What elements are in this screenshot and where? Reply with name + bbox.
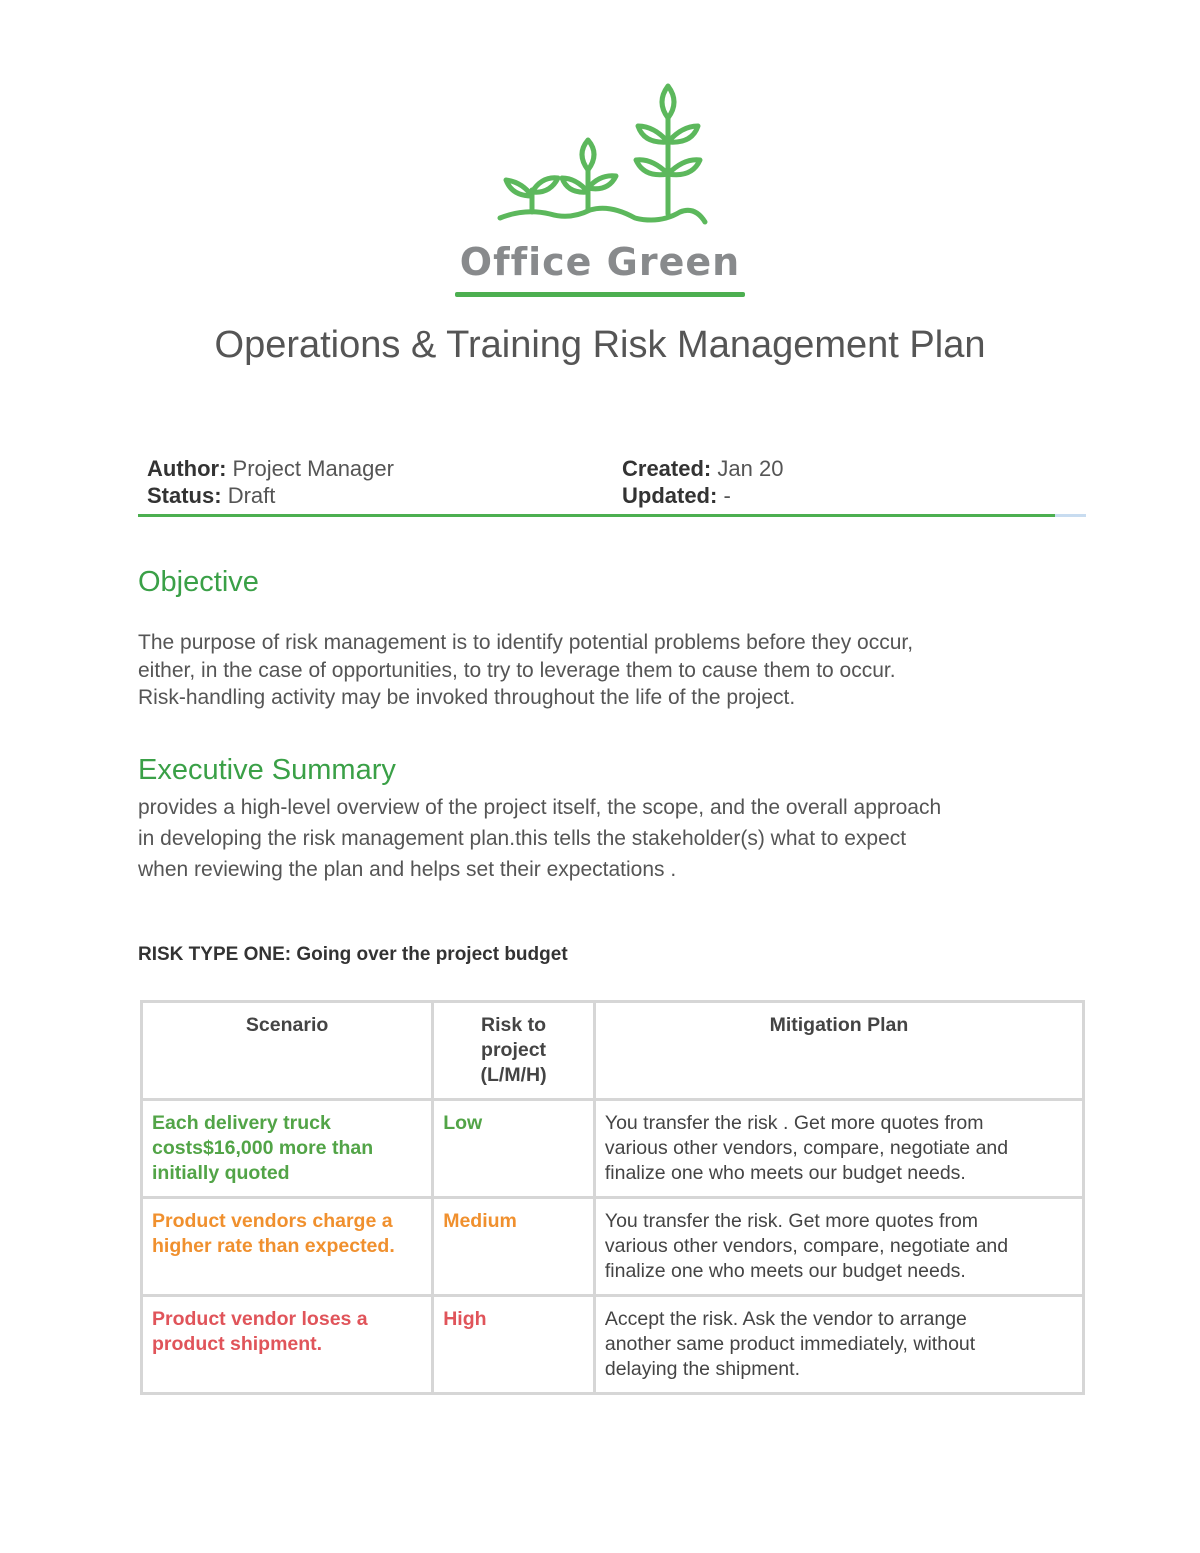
table-row bbox=[142, 1198, 1084, 1296]
objective-text bbox=[138, 629, 1078, 712]
updated-label: Updated: bbox=[622, 483, 718, 508]
table-row bbox=[142, 1100, 1084, 1198]
author-line bbox=[147, 455, 394, 482]
mitigation-cell: Accept the risk. Ask the vendor to arrange another same product immediately, without delaying the shipment. bbox=[594, 1296, 1083, 1394]
objective-line: either, in the case of opportunities, to try to leverage them to cause them to occur. bbox=[138, 658, 896, 682]
risk-level-cell: Low bbox=[433, 1100, 595, 1198]
brand-logo bbox=[450, 80, 750, 305]
brand-underline bbox=[455, 292, 745, 297]
table-row bbox=[142, 1296, 1084, 1394]
author-label: Author: bbox=[147, 456, 227, 481]
meta-divider-tail bbox=[1055, 514, 1086, 517]
summary-line: in developing the risk management plan.this tells the stakeholder(s) what to expect bbox=[138, 827, 907, 850]
risk-type-title: Going over the project budget bbox=[296, 944, 568, 965]
executive-summary-heading: Executive Summary bbox=[138, 754, 396, 786]
mitigation-cell: You transfer the risk. Get more quotes from various other vendors, compare, negotiate and finalize one who meets our budget needs. bbox=[594, 1198, 1083, 1296]
created-value: Jan 20 bbox=[717, 456, 784, 481]
status-line: Status: Draft bbox=[147, 483, 276, 508]
status-value: Draft bbox=[227, 483, 276, 508]
status-label: Status bbox=[147, 483, 215, 508]
brand-name: Office Green bbox=[459, 240, 741, 284]
mitigation-cell: You transfer the risk . Get more quotes from various other vendors, compare, negotiate and finalize one who meets our budget needs. bbox=[594, 1100, 1083, 1198]
risk-level-cell: Medium bbox=[433, 1198, 595, 1296]
summary-line: provides a high-level overview of the project itself, the scope, and the overall approach bbox=[138, 796, 942, 819]
scenario-cell: Product vendors charge a higher rate than expected. bbox=[142, 1198, 433, 1296]
risk-type-label: RISK TYPE ONE: bbox=[138, 944, 292, 965]
objective-line: The purpose of risk management is to identify potential problems before they occur, bbox=[138, 631, 914, 654]
meta-divider bbox=[138, 514, 1055, 517]
header-risk: Risk to project (L/M/H) bbox=[433, 1002, 595, 1100]
risk-type-heading bbox=[138, 944, 568, 966]
summary-line: when reviewing the plan and helps set their expectations . bbox=[138, 858, 677, 881]
risk-level-cell: High bbox=[433, 1296, 595, 1394]
scenario-cell: Each delivery truck costs$16,000 more than initially quoted bbox=[142, 1100, 433, 1198]
scenario-cell: Product vendor loses a product shipment. bbox=[142, 1296, 433, 1394]
created-label: Created: bbox=[622, 456, 712, 481]
seedlings-icon bbox=[450, 80, 750, 230]
risk-table bbox=[140, 1000, 1085, 1395]
created-line bbox=[622, 455, 783, 482]
updated-value: - bbox=[723, 483, 731, 508]
meta-right bbox=[622, 455, 783, 509]
table-header-row bbox=[142, 1002, 1084, 1100]
meta-left bbox=[147, 455, 394, 509]
header-mitigation: Mitigation Plan bbox=[594, 1002, 1083, 1100]
author-value: Project Manager bbox=[232, 456, 394, 481]
executive-summary-text bbox=[138, 792, 1078, 885]
objective-heading: Objective bbox=[138, 566, 259, 598]
header-scenario: Scenario bbox=[142, 1002, 433, 1100]
updated-line bbox=[622, 482, 783, 509]
page-title: Operations & Training Risk Management Plan bbox=[214, 324, 986, 366]
objective-line: Risk-handling activity may be invoked throughout the life of the project. bbox=[138, 686, 796, 709]
